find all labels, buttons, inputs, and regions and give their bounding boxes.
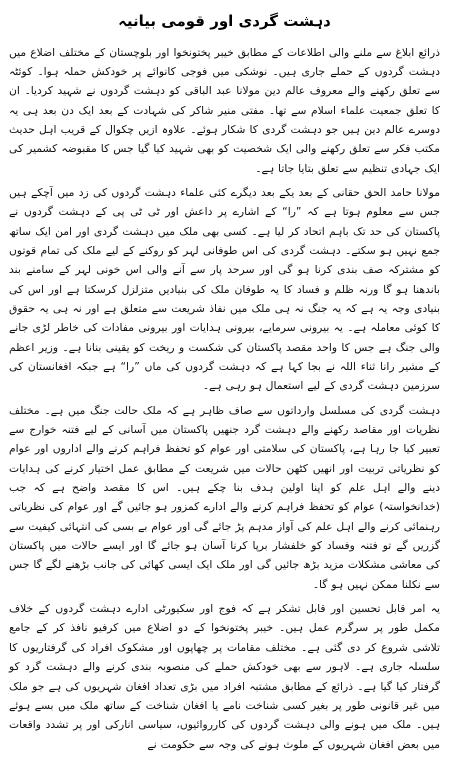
- article-paragraph: مولانا حامد الحق حقانی کے بعد یکے بعد دیگرے کئی علماء دہشت گردوں کی زد میں آچکے ہیں جس سے معلوم ہوتا ہے کہ ”را“ کے اشارے پر داعش اور ٹی ٹی پی کے دہشت گردوں نے پاکستان کی حد تک باہم اتحاد کر لیا ہے۔ کسی بھی ملک میں دہشت گردی اور امن ایک ساتھ جمع نہیں ہو سکتے۔ دہشت گردی کی اس طوفانی لہر کو روکنے کے لیے ملک کی تمام قوتوں کو مشترکہ صف بندی کرنا ہو گی اور سرحد پار سے آنے والی اس خونی لہر کے سامنے بند باندھنا ہو گا ورنہ ظلم و فساد کا یہ طوفان ملک کی بنیادیں متزلزل کرسکتا ہے اور اس کی بنیادی وجہ یہ ہے کہ یہ جنگ نہ ہی ملک میں نفاذ شریعت سے متعلق ہے اور نہ ہی یہ حقوق کا کوئی معاملہ ہے۔ یہ بیرونی سرمایے، بیرونی ہدایات اور بیرونی مفادات کی خاطر لڑی جانے والی جنگ ہے جس کا واحد مقصد پاکستان کی شکست و ریخت کو یقینی بنانا ہے۔ وزیر اعظم کے مشیر رانا ثناء اللہ نے بجا کہا ہے کہ دہشت گردوں کی ماں ”را“ ہے جبکہ افغانستان کی سرزمین دہشت گردی کے لیے استعمال ہو رہی ہے۔: [9, 185, 440, 393]
- article-paragraph: یہ امر قابل تحسین اور قابل تشکر ہے کہ فوج اور سکیورٹی ادارے دہشت گردوں کے خلاف مکمل طور پر سرگرم عمل ہیں۔ خیبر پختونخوا کے دو اضلاع میں کرفیو نافذ کر کے جامع تلاشی شروع کر دی گئی ہے۔ مختلف مقامات پر چھاپوں اور مشکوک افراد کی گرفتاریوں کا سلسلہ جاری ہے۔ لاہور سے بھی خودکش حملے کی منصوبہ بندی کرنے والے دہشت گرد کو گرفتار کیا گیا ہے۔ ذرائع کے مطابق مشتبہ افراد میں بڑی تعداد افغان شہریوں کی ہے جو ملک میں غیر قانونی طور پر بغیر کسی شناخت نامے یا افغان شناخت کے ساتھ ملک میں بسے ہوئے ہیں۔ ملک میں ہونے والی دہشت گردوں کی کارروائیوں، سیاسی انارکی اور پر تشدد واقعات میں بعض افغان شہریوں کے ملوث ہونے کی وجہ سے حکومت نے: [9, 602, 440, 751]
- article-paragraph: ذرائع ابلاغ سے ملنے والی اطلاعات کے مطابق خیبر پختونخوا اور بلوچستان کے مختلف اضلاع میں دہشت گردوں کے حملے جاری ہیں۔ نوشکی میں فوجی کانوائے پر خودکش حملہ ہوا۔ کوئٹہ سے تعلق رکھنے والے معروف عالم دین مولانا عبد الباقی کو دہشت گردوں نے شہید کردیا۔ ان کا تعلق جمعیت علماء اسلام سے تھا۔ مفتی منیر شاکر کی شہادت کے بعد ایک دن بعد ہی یہ دوسرے عالم دین ہیں جو دہشت گردی کا شکار ہوئے۔ علاوہ ازیں چکوال کے قریب اہل حدیث مکتب فکر سے تعلق رکھنے والی ایک شخصیت کو بھی شہید کیا گیا جس کا مقبوضہ کشمیر کی ایک جہادی تنظیم سے تعلق بتایا جاتا ہے۔: [9, 45, 440, 175]
- article-paragraph: دہشت گردی کی مسلسل وارداتوں سے صاف ظاہر ہے کہ ملک حالت جنگ میں ہے۔ مختلف نظریات اور مقاصد رکھنے والے دہشت گرد جنھیں پاکستان میں آسانی کے لیے فتنہ خوارج سے تعبیر کیا جا رہا ہے، پاکستان کی سلامتی اور عوام کو تحفظ فراہم کرنے والے اداروں اور عوام کو نظریاتی تربیت اور انھیں کٹھن حالات میں شریعت کے مطابق عمل اختیار کرنے کی ہدایات دینے والے اہل علم کو اپنا اولین ہدف بنا چکے ہیں۔ اس کا مقصد واضح ہے کہ جب (خدانخواستہ) عوام کو تحفظ فراہم کرنے والے ادارے کمزور ہو جائیں گے اور عوام کی نظریاتی رہنمائی کرنے والے اہل علم کی آواز مدہم پڑ جائے گی اور عوام بے بسی کی انتہائی کیفیت سے گزریں گے تو فتنہ وفساد کو خلفشار برپا کرنا آسان ہو جائے گا اور ایسے حالات میں پاکستان کی معاشی مشکلات مزید بڑھ جائیں گی اور ملک ایک ایسی کھائی کی جانب بڑھنے لگے گا جس سے نکلنا ممکن نہیں ہو گا۔: [9, 403, 440, 591]
- article-body: [9, 43, 440, 754]
- article-title: دہشت گردی اور قومی بیانیہ: [118, 12, 331, 30]
